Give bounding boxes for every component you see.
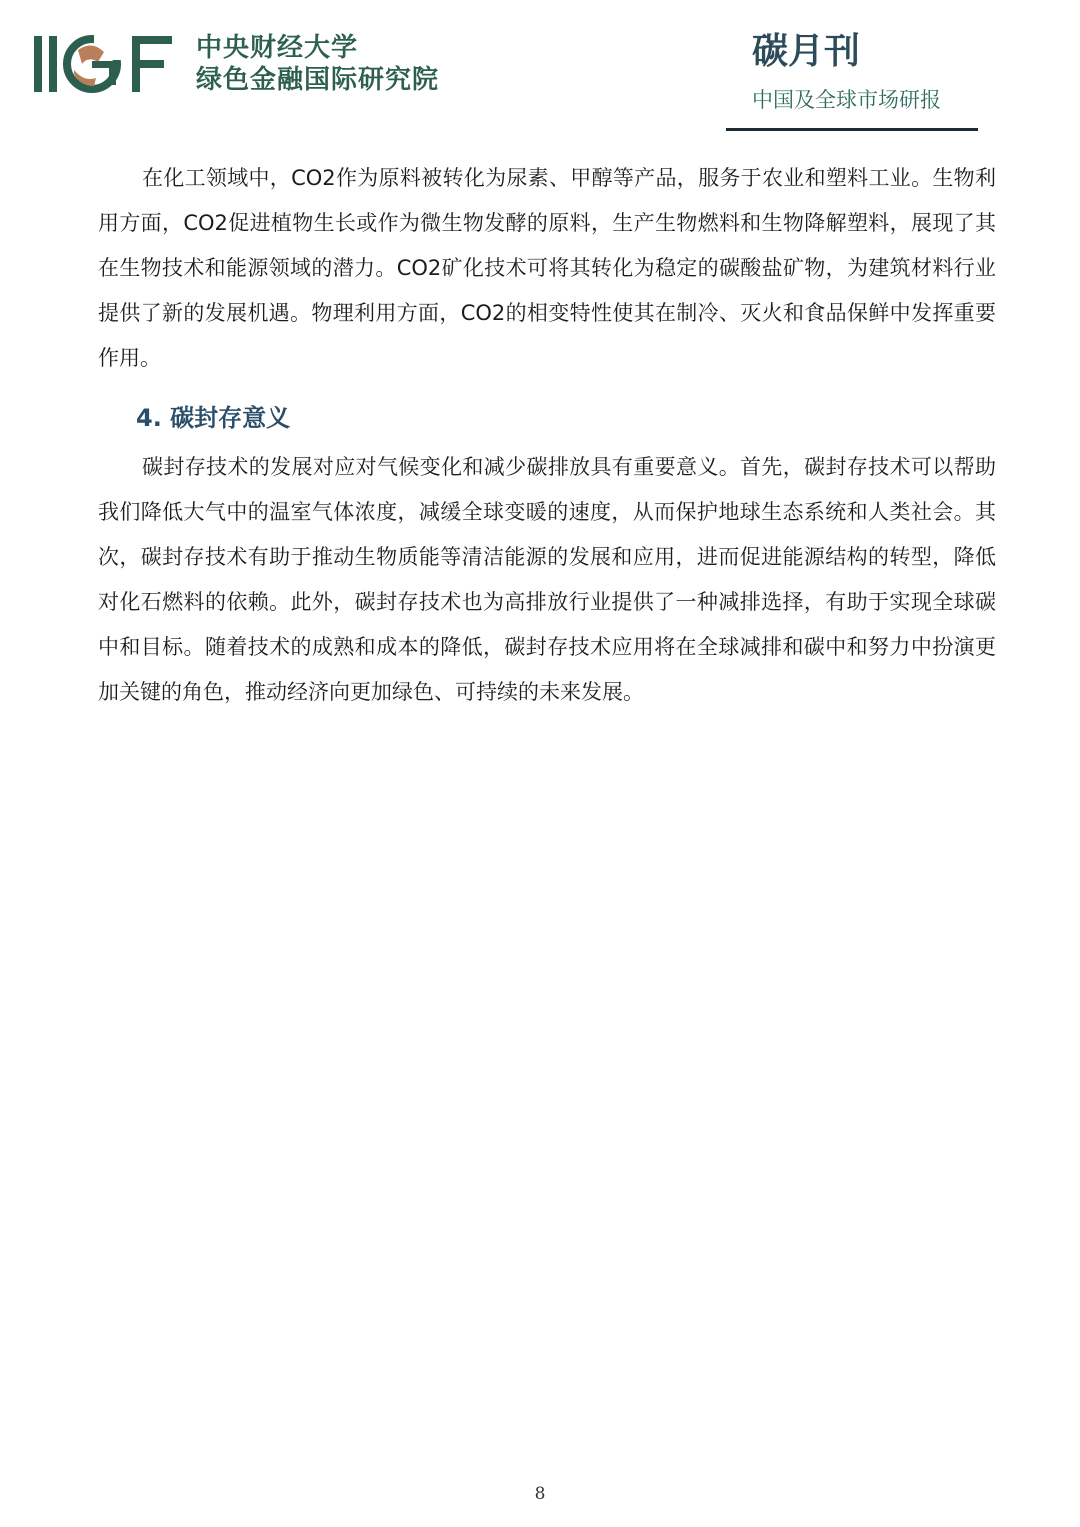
institute-name (196, 32, 439, 96)
page-content (98, 156, 996, 715)
body-paragraph-1: 在化工领域中，CO2作为原料被转化为尿素、甲醇等产品，服务于农业和塑料工业。生物利用方面，CO2促进植物生长或作为微生物发酵的原料，生产生物燃料和生物降解塑料，展现了其在生物技术和能源领域的潜力。CO2矿化技术可将其转化为稳定的碳酸盐矿物，为建筑材料行业提供了新的发展机遇。物理利用方面，CO2的相变特性使其在制冷、灭火和食品保鲜中发挥重要作用。 (98, 166, 996, 370)
institute-line2: 绿色金融国际研究院 (196, 65, 440, 95)
journal-subtitle: 中国及全球市场研报 (752, 88, 941, 112)
journal-title: 碳月刊 (752, 31, 861, 72)
institute-line1: 中央财经大学 (196, 33, 359, 63)
iigf-logo (34, 34, 176, 94)
page-header (0, 0, 1080, 140)
page-number: 8 (534, 1484, 546, 1504)
section-heading: 4. 碳封存意义 (136, 404, 291, 432)
body-paragraph-2: 碳封存技术的发展对应对气候变化和减少碳排放具有重要意义。首先，碳封存技术可以帮助我们降低大气中的温室气体浓度，减缓全球变暖的速度，从而保护地球生态系统和人类社会。其次，碳封存技术有助于推动生物质能等清洁能源的发展和应用，进而促进能源结构的转型，降低对化石燃料的依赖。此外，碳封存技术也为高排放行业提供了一种减排选择，有助于实现全球碳中和目标。随着技术的成熟和成本的降低，碳封存技术应用将在全球减排和碳中和努力中扮演更加关键的角色，推动经济向更加绿色、可持续的未来发展。 (98, 455, 996, 704)
header-divider (726, 128, 978, 131)
